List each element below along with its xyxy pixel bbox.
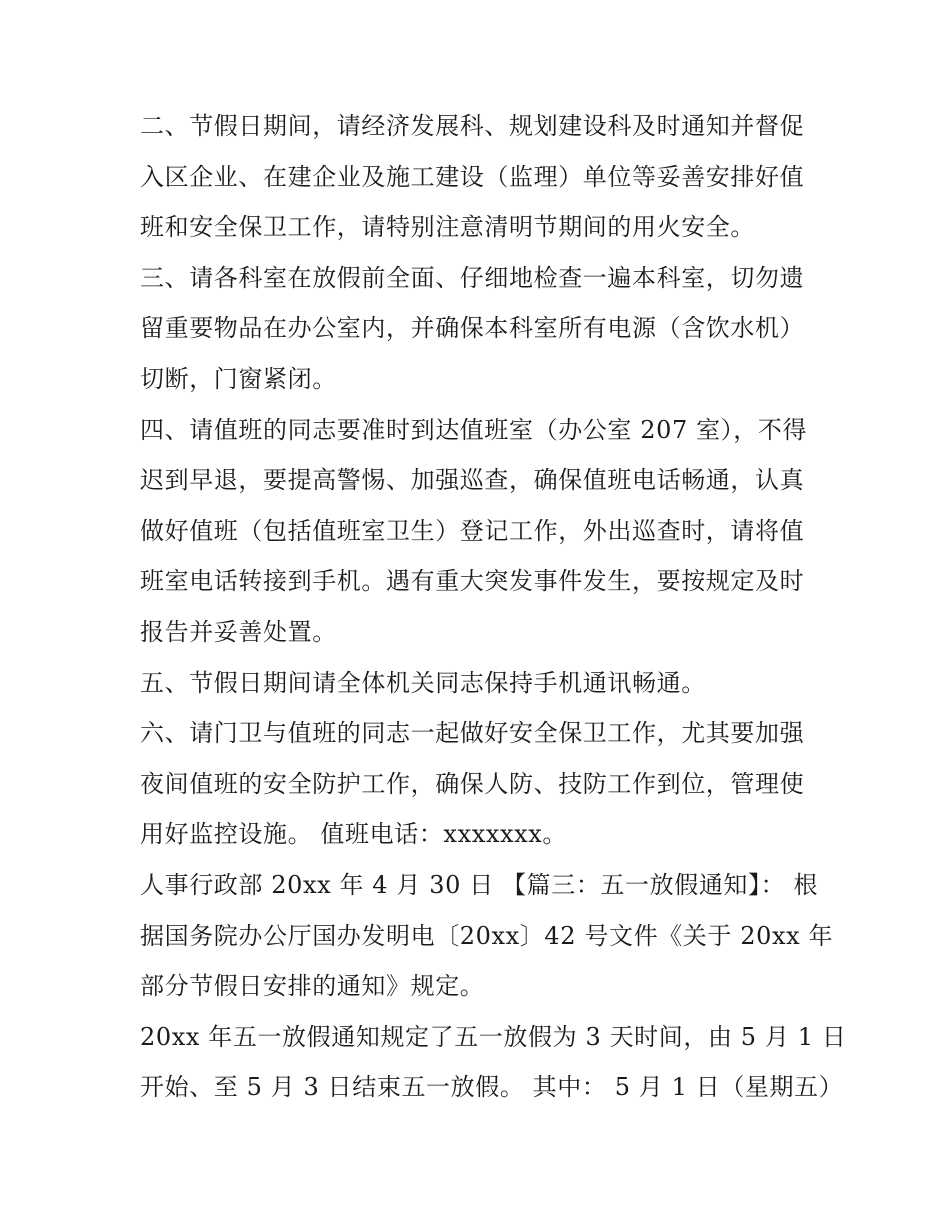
text-line: 入区企业、在建企业及施工建设（监理）单位等妥善安排好值 bbox=[140, 162, 805, 191]
text-line: 开始、至 5 月 3 日结束五一放假。 其中： 5 月 1 日（星期五） bbox=[140, 1073, 844, 1102]
text-line: 20xx 年五一放假通知规定了五一放假为 3 天时间，由 5 月 1 日 bbox=[140, 1022, 847, 1051]
text-line: 三、请各科室在放假前全面、仔细地检查一遍本科室，切勿遗 bbox=[140, 263, 805, 292]
text-line: 留重要物品在办公室内，并确保本科室所有电源（含饮水机） bbox=[140, 314, 805, 343]
text-line: 人事行政部 20xx 年 4 月 30 日 【篇三：五一放假通知】： 根 bbox=[140, 870, 819, 899]
text-line: 迟到早退，要提高警惕、加强巡查，确保值班电话畅通，认真 bbox=[140, 466, 805, 495]
text-line: 五、节假日期间请全体机关同志保持手机通讯畅通。 bbox=[140, 668, 706, 697]
text-line: 六、请门卫与值班的同志一起做好安全保卫工作，尤其要加强 bbox=[140, 719, 805, 748]
text-line: 据国务院办公厅国办发明电〔20xx〕42 号文件《关于 20xx 年 bbox=[140, 921, 834, 950]
text-line: 切断，门窗紧闭。 bbox=[140, 364, 337, 393]
text-line: 部分节假日安排的通知》规定。 bbox=[140, 972, 485, 1001]
text-line: 报告并妥善处置。 bbox=[140, 617, 337, 646]
text-line: 二、节假日期间，请经济发展科、规划建设科及时通知并督促 bbox=[140, 112, 805, 140]
text-line: 四、请值班的同志要准时到达值班室（办公室 207 室），不得 bbox=[140, 415, 808, 444]
text-line: 班和安全保卫工作，请特别注意清明节期间的用火安全。 bbox=[140, 213, 755, 242]
text-line: 做好值班（包括值班室卫生）登记工作，外出巡查时，请将值 bbox=[140, 516, 805, 545]
text-line: 用好监控设施。 值班电话：xxxxxxx。 bbox=[140, 820, 567, 849]
document-body bbox=[140, 101, 847, 1113]
text-line: 夜间值班的安全防护工作，确保人防、技防工作到位，管理使 bbox=[140, 769, 805, 798]
text-line: 班室电话转接到手机。遇有重大突发事件发生，要按规定及时 bbox=[140, 567, 805, 596]
